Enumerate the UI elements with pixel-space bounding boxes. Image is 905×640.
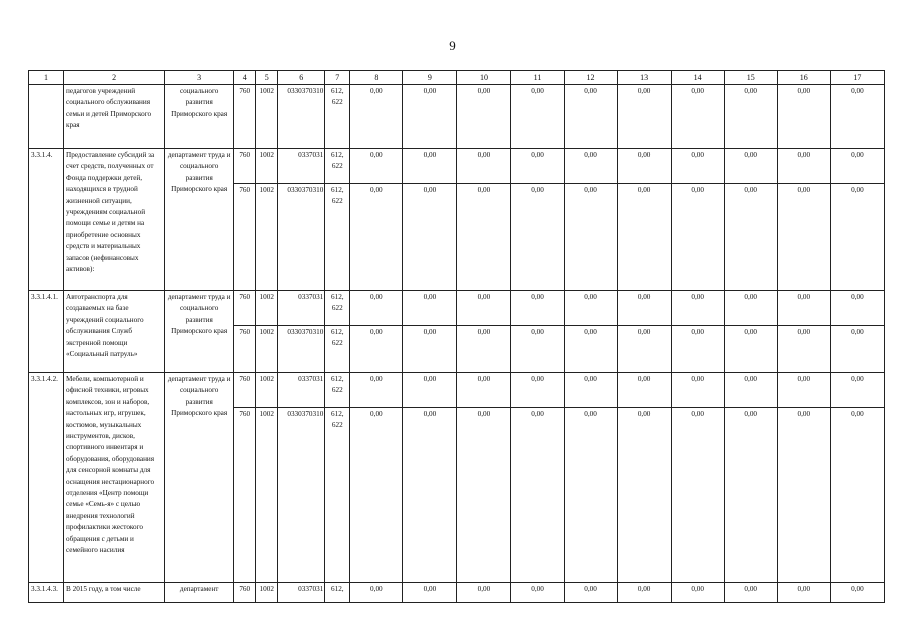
section-code: 1002 <box>256 149 278 184</box>
ministry-code: 760 <box>234 85 256 149</box>
header-cell-4: 4 <box>234 71 256 85</box>
amount-col-11: 0,00 <box>511 583 564 603</box>
expense-type-code: 612, 622 <box>325 326 350 373</box>
amount-col-10: 0,00 <box>457 373 511 408</box>
header-cell-17: 17 <box>830 71 884 85</box>
amount-col-10: 0,00 <box>457 149 511 184</box>
amount-col-8: 0,00 <box>350 149 403 184</box>
header-cell-10: 10 <box>457 71 511 85</box>
amount-col-10: 0,00 <box>457 583 511 603</box>
amount-col-11: 0,00 <box>511 291 564 326</box>
amount-col-12: 0,00 <box>564 408 617 583</box>
amount-col-9: 0,00 <box>403 184 457 291</box>
item-name: Предоставление субсидий за счет средств, полученных от Фонда поддержки детей, находящихся в трудной жизненной ситуации, учреждениям социальной помощи семье и детям на приобретение основных средств и материальных запасов (нефинансовых активов): <box>64 149 165 291</box>
ministry-code: 760 <box>234 583 256 603</box>
amount-col-9: 0,00 <box>403 408 457 583</box>
item-code: 3.3.1.4.1. <box>29 291 64 373</box>
amount-col-14: 0,00 <box>671 408 724 583</box>
amount-col-17: 0,00 <box>830 184 884 291</box>
item-name: Мебели, компьютерной и офисной техники, игровых комплексов, зон и наборов, настольных игр, игрушек, костюмов, музыкальных инструментов, дисков, спортивного инвентаря и оборудования, оборудования для сенсорной комнаты для оснащения нестационарного отделения «Центр помощи семье «Семь-я» с целью внедрения технологий профилактики жестокого обращения с детьми и семейного насилия <box>64 373 165 583</box>
section-code: 1002 <box>256 184 278 291</box>
header-cell-5: 5 <box>256 71 278 85</box>
ministry-code: 760 <box>234 373 256 408</box>
target-article-code: 0337031 <box>278 291 325 326</box>
target-article-code: 0330370310 <box>278 326 325 373</box>
amount-col-8: 0,00 <box>350 291 403 326</box>
ministry-code: 760 <box>234 408 256 583</box>
amount-col-12: 0,00 <box>564 291 617 326</box>
ministry-code: 760 <box>234 291 256 326</box>
amount-col-13: 0,00 <box>617 184 671 291</box>
amount-col-17: 0,00 <box>830 408 884 583</box>
amount-col-12: 0,00 <box>564 149 617 184</box>
header-cell-8: 8 <box>350 71 403 85</box>
item-executor: департамент труда и социального развития Приморского края <box>165 149 234 291</box>
amount-col-8: 0,00 <box>350 408 403 583</box>
amount-col-13: 0,00 <box>617 408 671 583</box>
section-code: 1002 <box>256 85 278 149</box>
amount-col-15: 0,00 <box>724 583 777 603</box>
item-executor: департамент <box>165 583 234 603</box>
table-row <box>29 291 885 326</box>
amount-col-10: 0,00 <box>457 291 511 326</box>
expense-type-code: 612, 622 <box>325 184 350 291</box>
section-code: 1002 <box>256 291 278 326</box>
amount-col-15: 0,00 <box>724 85 777 149</box>
expense-type-code: 612, <box>325 583 350 603</box>
amount-col-13: 0,00 <box>617 373 671 408</box>
amount-col-11: 0,00 <box>511 408 564 583</box>
header-row <box>29 71 885 85</box>
section-code: 1002 <box>256 373 278 408</box>
amount-col-15: 0,00 <box>724 373 777 408</box>
amount-col-14: 0,00 <box>671 291 724 326</box>
item-name: В 2015 году, в том числе <box>64 583 165 603</box>
amount-col-16: 0,00 <box>777 184 830 291</box>
amount-col-13: 0,00 <box>617 149 671 184</box>
amount-col-9: 0,00 <box>403 326 457 373</box>
amount-col-16: 0,00 <box>777 291 830 326</box>
header-cell-16: 16 <box>777 71 830 85</box>
table-row <box>29 583 885 603</box>
target-article-code: 0330370310 <box>278 408 325 583</box>
item-code: 3.3.1.4. <box>29 149 64 291</box>
amount-col-14: 0,00 <box>671 85 724 149</box>
amount-col-12: 0,00 <box>564 373 617 408</box>
header-cell-13: 13 <box>617 71 671 85</box>
amount-col-10: 0,00 <box>457 184 511 291</box>
amount-col-9: 0,00 <box>403 291 457 326</box>
amount-col-11: 0,00 <box>511 85 564 149</box>
amount-col-8: 0,00 <box>350 326 403 373</box>
section-code: 1002 <box>256 408 278 583</box>
amount-col-11: 0,00 <box>511 326 564 373</box>
header-cell-6: 6 <box>278 71 325 85</box>
header-cell-7: 7 <box>325 71 350 85</box>
target-article-code: 0337031 <box>278 373 325 408</box>
item-executor: департамент труда и социального развития Приморского края <box>165 373 234 583</box>
amount-col-15: 0,00 <box>724 149 777 184</box>
amount-col-16: 0,00 <box>777 326 830 373</box>
amount-col-14: 0,00 <box>671 583 724 603</box>
expense-type-code: 612, 622 <box>325 149 350 184</box>
target-article-code: 0330370310 <box>278 184 325 291</box>
item-executor: департамент труда и социального развития Приморского края <box>165 291 234 373</box>
amount-col-16: 0,00 <box>777 85 830 149</box>
item-code: 3.3.1.4.2. <box>29 373 64 583</box>
expense-type-code: 612, 622 <box>325 373 350 408</box>
item-name: педагогов учреждений социального обслуживания семьи и детей Приморского края <box>64 85 165 149</box>
amount-col-16: 0,00 <box>777 408 830 583</box>
amount-col-11: 0,00 <box>511 373 564 408</box>
ministry-code: 760 <box>234 326 256 373</box>
item-code: 3.3.1.4.3. <box>29 583 64 603</box>
amount-col-17: 0,00 <box>830 149 884 184</box>
amount-col-15: 0,00 <box>724 408 777 583</box>
section-code: 1002 <box>256 326 278 373</box>
expense-type-code: 612, 622 <box>325 85 350 149</box>
amount-col-17: 0,00 <box>830 326 884 373</box>
amount-col-13: 0,00 <box>617 583 671 603</box>
expense-type-code: 612, 622 <box>325 408 350 583</box>
amount-col-12: 0,00 <box>564 583 617 603</box>
amount-col-15: 0,00 <box>724 291 777 326</box>
item-executor: социального развития Приморского края <box>165 85 234 149</box>
amount-col-15: 0,00 <box>724 326 777 373</box>
amount-col-13: 0,00 <box>617 291 671 326</box>
target-article-code: 0330370310 <box>278 85 325 149</box>
header-cell-1: 1 <box>29 71 64 85</box>
amount-col-13: 0,00 <box>617 326 671 373</box>
amount-col-17: 0,00 <box>830 583 884 603</box>
ministry-code: 760 <box>234 184 256 291</box>
item-name: Автотранспорта для создаваемых на базе учреждений социального обслуживания Служб экстренной помощи «Социальный патруль» <box>64 291 165 373</box>
header-cell-14: 14 <box>671 71 724 85</box>
amount-col-9: 0,00 <box>403 149 457 184</box>
amount-col-12: 0,00 <box>564 85 617 149</box>
header-cell-15: 15 <box>724 71 777 85</box>
header-cell-11: 11 <box>511 71 564 85</box>
amount-col-17: 0,00 <box>830 373 884 408</box>
page-number: 9 <box>449 38 456 53</box>
amount-col-10: 0,00 <box>457 85 511 149</box>
amount-col-13: 0,00 <box>617 85 671 149</box>
amount-col-8: 0,00 <box>350 184 403 291</box>
amount-col-17: 0,00 <box>830 85 884 149</box>
amount-col-14: 0,00 <box>671 184 724 291</box>
target-article-code: 0337031 <box>278 583 325 603</box>
item-code <box>29 85 64 149</box>
header-cell-2: 2 <box>64 71 165 85</box>
table-row <box>29 85 885 149</box>
amount-col-8: 0,00 <box>350 85 403 149</box>
target-article-code: 0337031 <box>278 149 325 184</box>
amount-col-10: 0,00 <box>457 326 511 373</box>
header-cell-3: 3 <box>165 71 234 85</box>
amount-col-11: 0,00 <box>511 184 564 291</box>
amount-col-17: 0,00 <box>830 291 884 326</box>
amount-col-16: 0,00 <box>777 149 830 184</box>
ministry-code: 760 <box>234 149 256 184</box>
amount-col-9: 0,00 <box>403 583 457 603</box>
table-row <box>29 373 885 408</box>
budget-table <box>28 70 885 603</box>
amount-col-14: 0,00 <box>671 326 724 373</box>
amount-col-8: 0,00 <box>350 583 403 603</box>
amount-col-9: 0,00 <box>403 373 457 408</box>
header-cell-12: 12 <box>564 71 617 85</box>
header-cell-9: 9 <box>403 71 457 85</box>
amount-col-14: 0,00 <box>671 373 724 408</box>
amount-col-11: 0,00 <box>511 149 564 184</box>
amount-col-15: 0,00 <box>724 184 777 291</box>
section-code: 1002 <box>256 583 278 603</box>
table-row <box>29 149 885 184</box>
amount-col-12: 0,00 <box>564 184 617 291</box>
amount-col-10: 0,00 <box>457 408 511 583</box>
amount-col-9: 0,00 <box>403 85 457 149</box>
amount-col-8: 0,00 <box>350 373 403 408</box>
amount-col-14: 0,00 <box>671 149 724 184</box>
amount-col-12: 0,00 <box>564 326 617 373</box>
amount-col-16: 0,00 <box>777 373 830 408</box>
expense-type-code: 612, 622 <box>325 291 350 326</box>
amount-col-16: 0,00 <box>777 583 830 603</box>
